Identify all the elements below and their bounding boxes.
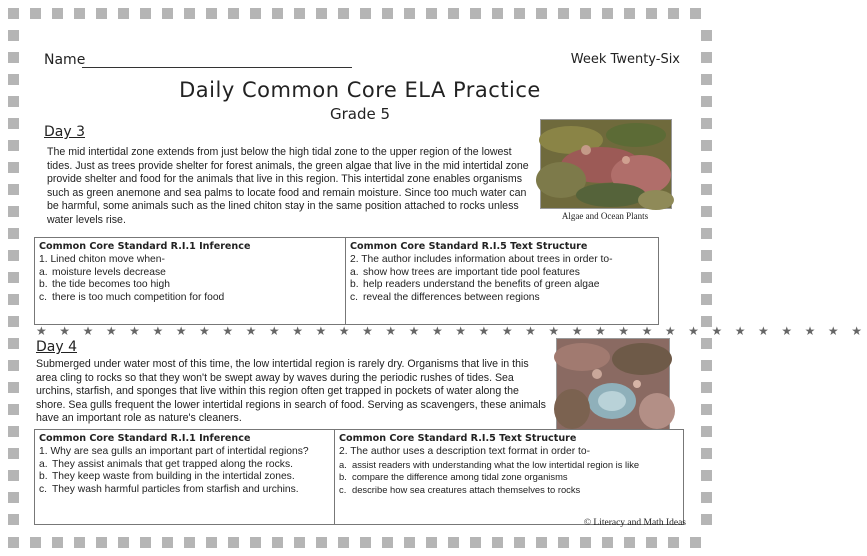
border-square (206, 8, 217, 19)
answer-option[interactable]: a. They assist animals that get trapped along the rocks. (39, 458, 293, 470)
border-square (52, 8, 63, 19)
photo-caption: Algae and Ocean Plants (561, 211, 649, 221)
border-square (8, 52, 19, 63)
answer-option[interactable]: b. They keep waste from building in the intertidal zones. (39, 471, 295, 482)
border-square (184, 537, 195, 548)
border-square (701, 404, 712, 415)
border-square (8, 30, 19, 41)
border-square (536, 537, 547, 548)
border-square (8, 537, 19, 548)
border-square (140, 537, 151, 548)
border-square (8, 228, 19, 239)
answer-option[interactable]: c. They wash harmful particles from starfish and urchins. (39, 483, 299, 495)
standard-heading: Common Core Standard R.I.1 Inference (39, 241, 251, 252)
border-square (701, 206, 712, 217)
tide-pool-photo (556, 338, 670, 432)
border-square (701, 294, 712, 305)
border-square (701, 382, 712, 393)
border-square (558, 8, 569, 19)
border-square (624, 537, 635, 548)
border-square (701, 74, 712, 85)
week-label: Week Twenty-Six (570, 52, 680, 67)
border-square (8, 470, 19, 481)
answer-option[interactable]: a. show how trees are important tide pool features (350, 266, 580, 278)
question-text: 1. Why are sea gulls an important part of intertidal regions? (39, 446, 309, 457)
border-square (8, 140, 19, 151)
border-square (8, 96, 19, 107)
border-square (701, 96, 712, 107)
standard-heading: Common Core Standard R.I.5 Text Structure (339, 433, 577, 444)
border-square (272, 537, 283, 548)
border-square (624, 8, 635, 19)
border-square (8, 492, 19, 503)
answer-option[interactable]: b. the tide becomes too high (39, 279, 170, 290)
border-square (74, 8, 85, 19)
day3-inference-question (35, 238, 346, 324)
question-text: 2. The author uses a description text format in order to- (339, 446, 591, 457)
border-square (668, 537, 679, 548)
border-square (8, 294, 19, 305)
border-square (140, 8, 151, 19)
day4-question-box (34, 429, 684, 525)
day4-structure-question (335, 430, 683, 524)
border-square (690, 537, 701, 548)
day3-question-box (34, 237, 659, 325)
border-square (580, 537, 591, 548)
border-square (690, 8, 701, 19)
border-square (492, 537, 503, 548)
border-square (8, 316, 19, 327)
day3-heading: Day 3 (44, 124, 86, 140)
name-field-line[interactable] (82, 67, 352, 68)
border-square (30, 8, 41, 19)
border-square (701, 470, 712, 481)
border-square (8, 382, 19, 393)
border-square (96, 8, 107, 19)
border-square (701, 118, 712, 129)
answer-option[interactable]: c. there is too much competition for food (39, 291, 225, 303)
border-square (404, 8, 415, 19)
worksheet-page (26, 26, 867, 530)
border-square (646, 537, 657, 548)
border-square (8, 74, 19, 85)
border-square (701, 272, 712, 283)
border-square (8, 206, 19, 217)
border-square (294, 537, 305, 548)
border-square (338, 537, 349, 548)
border-square (30, 537, 41, 548)
grade-label: Grade 5 (329, 105, 391, 123)
border-square (118, 8, 129, 19)
border-square (360, 537, 371, 548)
day3-structure-question (346, 238, 658, 324)
border-square (162, 8, 173, 19)
border-square (8, 250, 19, 261)
border-square (426, 8, 437, 19)
border-square (382, 537, 393, 548)
answer-option[interactable]: c. describe how sea creatures attach themselves to rocks (339, 483, 581, 495)
border-square (701, 184, 712, 195)
border-square (701, 30, 712, 41)
border-square (272, 8, 283, 19)
standard-heading: Common Core Standard R.I.5 Text Structure (350, 241, 588, 252)
border-square (701, 338, 712, 349)
border-square (448, 8, 459, 19)
border-square (701, 426, 712, 437)
border-square (294, 8, 305, 19)
copyright-notice: © Literacy and Math Ideas (583, 518, 686, 528)
border-square (338, 8, 349, 19)
border-square (701, 250, 712, 261)
border-square (701, 52, 712, 63)
border-square (646, 8, 657, 19)
day4-inference-question (35, 430, 335, 524)
border-square (382, 8, 393, 19)
day4-passage: Submerged under water most of this time, the low intertidal region is rarely dry. Organisms that live in this area cling to rocks so that they won't be swept away by waves during the periodic rushes of tides. Sea urchins, starfish, and sponges that live within this region often get trapped in pockets of water along the shore. Sea gulls frequent the lower intertidal regions in search of food. Serving as scavengers, these animals have an important role as nature's cleaners. (36, 358, 546, 425)
border-square (8, 272, 19, 283)
page-title: Daily Common Core ELA Practice (179, 78, 541, 102)
border-square (426, 537, 437, 548)
border-square (8, 162, 19, 173)
border-square (74, 537, 85, 548)
border-square (470, 537, 481, 548)
border-square (580, 8, 591, 19)
border-square (514, 537, 525, 548)
border-square (514, 8, 525, 19)
border-square (250, 8, 261, 19)
question-text: 1. Lined chiton move when- (39, 254, 165, 265)
border-square (228, 8, 239, 19)
border-square (162, 537, 173, 548)
border-square (448, 537, 459, 548)
border-square (96, 537, 107, 548)
border-square (360, 8, 371, 19)
answer-option[interactable]: b. help readers understand the benefits of green algae (350, 279, 600, 290)
border-square (492, 8, 503, 19)
border-square (701, 492, 712, 503)
border-square (118, 537, 129, 548)
border-square (470, 8, 481, 19)
border-square (602, 537, 613, 548)
border-square (701, 514, 712, 525)
algae-photo (540, 119, 672, 209)
name-label: Name (44, 52, 86, 68)
border-square (8, 118, 19, 129)
border-square (8, 360, 19, 371)
border-square (316, 8, 327, 19)
border-square (8, 404, 19, 415)
day3-passage: The mid intertidal zone extends from just below the high tidal zone to the upper region of the lowest tides. Just as trees provide shelter for forest animals, the green algae that live in the mid intertidal zone provide shelter and food for the animals that live in this region. This intertidal zone enables organisms such as green anemone and sea palms to locate food and remain moisture. Since too much water can be harmful, some animals such as the lined chiton stay in the same position attached to rocks unless water levels rise. (47, 146, 529, 226)
answer-option[interactable]: c. reveal the differences between regions (350, 291, 540, 303)
border-square (8, 184, 19, 195)
border-square (558, 537, 569, 548)
border-square (206, 537, 217, 548)
border-square (701, 448, 712, 459)
day4-heading: Day 4 (36, 339, 78, 355)
border-square (668, 8, 679, 19)
answer-option[interactable]: a. assist readers with understanding what the low intertidal region is like (339, 458, 640, 470)
border-square (536, 8, 547, 19)
border-square (316, 537, 327, 548)
border-square (52, 537, 63, 548)
border-square (8, 426, 19, 437)
border-square (8, 338, 19, 349)
border-square (8, 514, 19, 525)
border-square (701, 360, 712, 371)
border-square (701, 228, 712, 239)
border-square (8, 8, 19, 19)
border-square (184, 8, 195, 19)
answer-option[interactable]: b. compare the difference among tidal zone organisms (339, 471, 568, 482)
standard-heading: Common Core Standard R.I.1 Inference (39, 433, 251, 444)
border-square (8, 448, 19, 459)
star-divider: ★ ★ ★ ★ ★ ★ ★ ★ ★ ★ ★ ★ ★ ★ ★ ★ ★ ★ ★ ★ ★ ★ ★ ★ ★ ★ ★ ★ ★ ★ ★ ★ ★ ★ ★ ★ (36, 324, 867, 338)
question-text: 2. The author includes information about trees in order to- (350, 254, 613, 265)
border-square (701, 140, 712, 151)
answer-option[interactable]: a. moisture levels decrease (39, 266, 166, 278)
border-square (602, 8, 613, 19)
border-square (701, 162, 712, 173)
border-square (404, 537, 415, 548)
border-square (228, 537, 239, 548)
border-square (250, 537, 261, 548)
